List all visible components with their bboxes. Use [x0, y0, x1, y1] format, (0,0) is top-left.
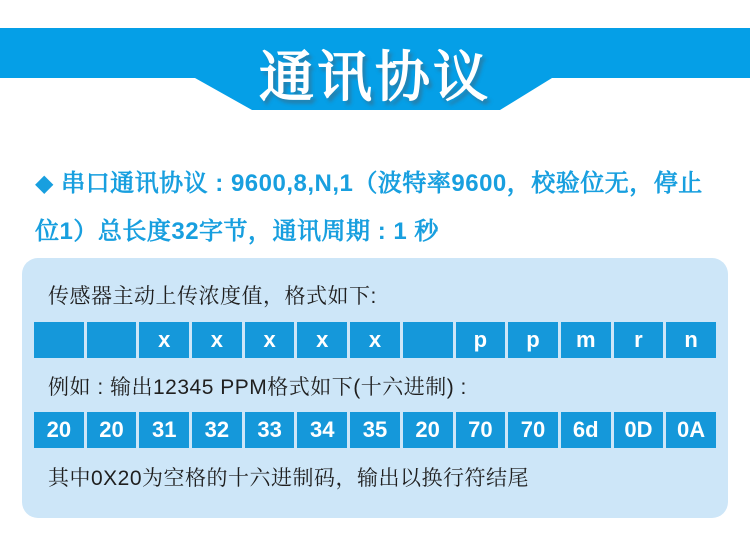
byte-cell: m [561, 322, 611, 358]
note-text: 其中0X20为空格的十六进制码，输出以换行符结尾 [48, 467, 530, 490]
example-row [34, 412, 716, 448]
byte-cell: 34 [297, 412, 347, 448]
byte-cell: 20 [34, 412, 84, 448]
byte-cell: 20 [87, 412, 137, 448]
example-caption: 例如 : 输出12345 PPM格式如下(十六进制) : [48, 376, 467, 399]
byte-cell: x [192, 322, 242, 358]
byte-cell: 70 [508, 412, 558, 448]
byte-cell: x [139, 322, 189, 358]
byte-cell: p [456, 322, 506, 358]
format-row [34, 322, 716, 358]
page-title: 通讯协议 [258, 46, 491, 108]
byte-cell: 33 [245, 412, 295, 448]
intro-line-2: 位1）总长度32字节，通讯周期 : 1 秒 [35, 218, 439, 245]
format-caption: 传感器主动上传浓度值，格式如下: [48, 285, 377, 308]
byte-cell: 20 [403, 412, 453, 448]
byte-cell: 0D [614, 412, 664, 448]
byte-cell [403, 322, 453, 358]
byte-cell: n [666, 322, 716, 358]
byte-cell: 32 [192, 412, 242, 448]
intro-paragraph [35, 160, 716, 256]
byte-cell [87, 322, 137, 358]
byte-cell: r [614, 322, 664, 358]
byte-cell: 0A [666, 412, 716, 448]
byte-cell: 31 [139, 412, 189, 448]
byte-cell: 35 [350, 412, 400, 448]
byte-cell: p [508, 322, 558, 358]
byte-cell: 70 [456, 412, 506, 448]
banner [0, 0, 750, 115]
byte-cell: 6d [561, 412, 611, 448]
byte-cell: x [297, 322, 347, 358]
intro-line-1: ◆ 串口通讯协议 : 9600,8,N,1（波特率9600，校验位无，停止 [35, 170, 703, 197]
protocol-box [22, 258, 728, 518]
byte-cell [34, 322, 84, 358]
byte-cell: x [350, 322, 400, 358]
byte-cell: x [245, 322, 295, 358]
